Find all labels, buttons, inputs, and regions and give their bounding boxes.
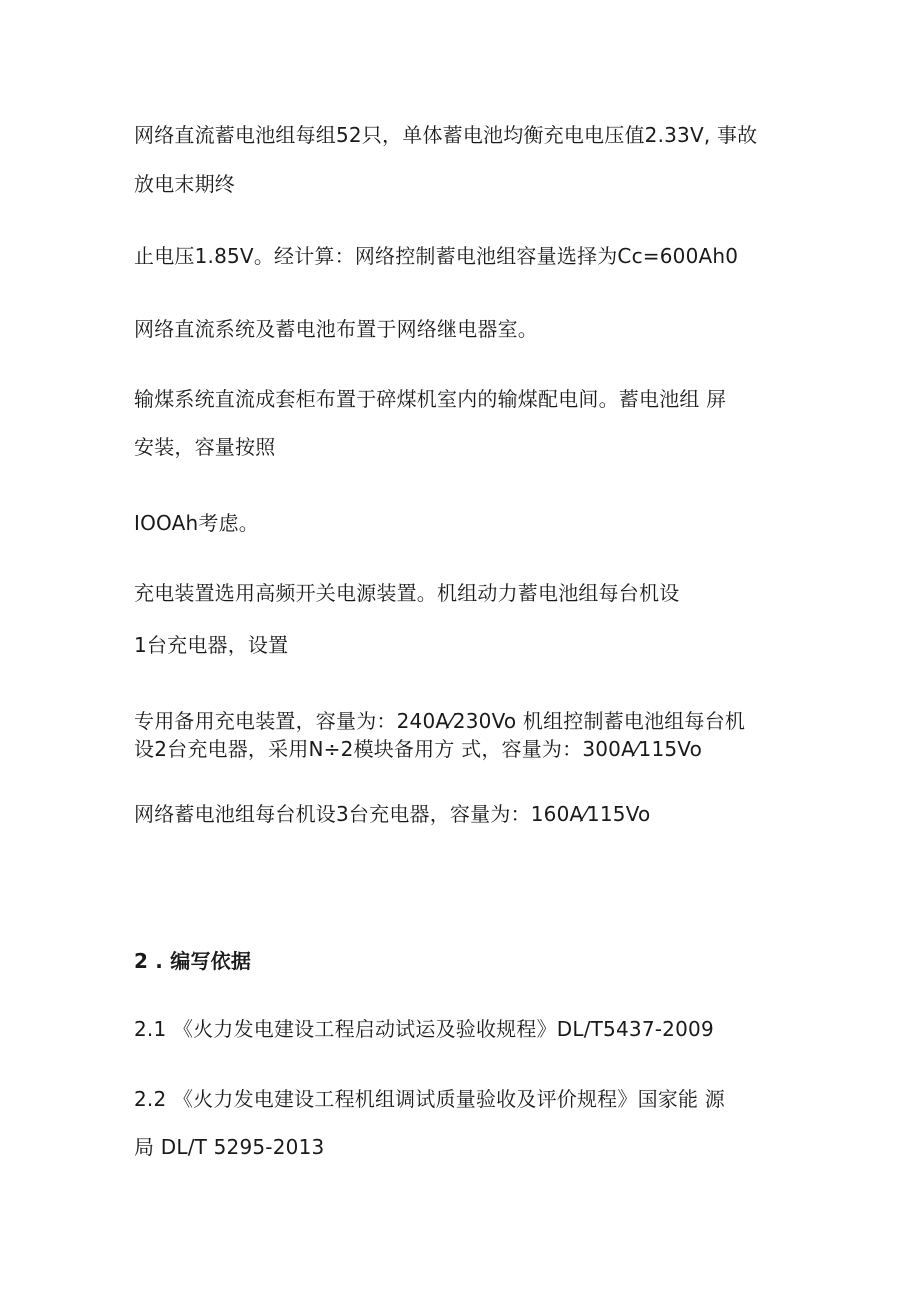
paragraph-network-dc-line: 网络直流系统及蓄电池布置于网络继电器室。 bbox=[134, 317, 538, 341]
paragraph-network-charger-line: 网络蓄电池组每台机设3台充电器，容量为：160A⁄115Vo bbox=[134, 802, 651, 826]
paragraph-voltage-line: 止电压1.85V。经计算：网络控制蓄电池组容量选择为Cc=600Ah0 bbox=[134, 244, 739, 268]
paragraph-spare-line-2: 设2台充电器，采用N÷2模块备用方 式，容量为：300A⁄115Vo bbox=[134, 737, 703, 761]
paragraph-coal-line-2: 安装，容量按照 bbox=[134, 435, 276, 459]
paragraph-spare-line-1: 专用备用充电装置，容量为：240A⁄230Vo 机组控制蓄电池组每台机 bbox=[134, 709, 746, 733]
paragraph-battery-line-1: 网络直流蓄电池组每组52只，单体蓄电池均衡充电电压值2.33V, 事故 bbox=[134, 123, 758, 147]
reference-2-2-line-1: 2.2 《火力发电建设工程机组调试质量验收及评价规程》国家能 源 bbox=[134, 1087, 725, 1111]
paragraph-coal-line-1: 输煤系统直流成套柜布置于碎煤机室内的输煤配电间。蓄电池组 屏 bbox=[134, 387, 727, 411]
paragraph-capacity-line: IOOAh考虑。 bbox=[134, 511, 259, 535]
reference-2-2-line-2: 局 DL/T 5295-2013 bbox=[134, 1135, 325, 1159]
paragraph-battery-line-2: 放电末期终 bbox=[134, 172, 235, 196]
paragraph-charger-line-2: 1台充电器，设置 bbox=[134, 633, 289, 657]
reference-2-1: 2.1 《火力发电建设工程启动试运及验收规程》DL/T5437-2009 bbox=[134, 1017, 714, 1041]
section-heading: 2 . 编写依据 bbox=[134, 949, 252, 973]
paragraph-charger-line-1: 充电装置选用高频开关电源装置。机组动力蓄电池组每台机设 bbox=[134, 581, 680, 605]
